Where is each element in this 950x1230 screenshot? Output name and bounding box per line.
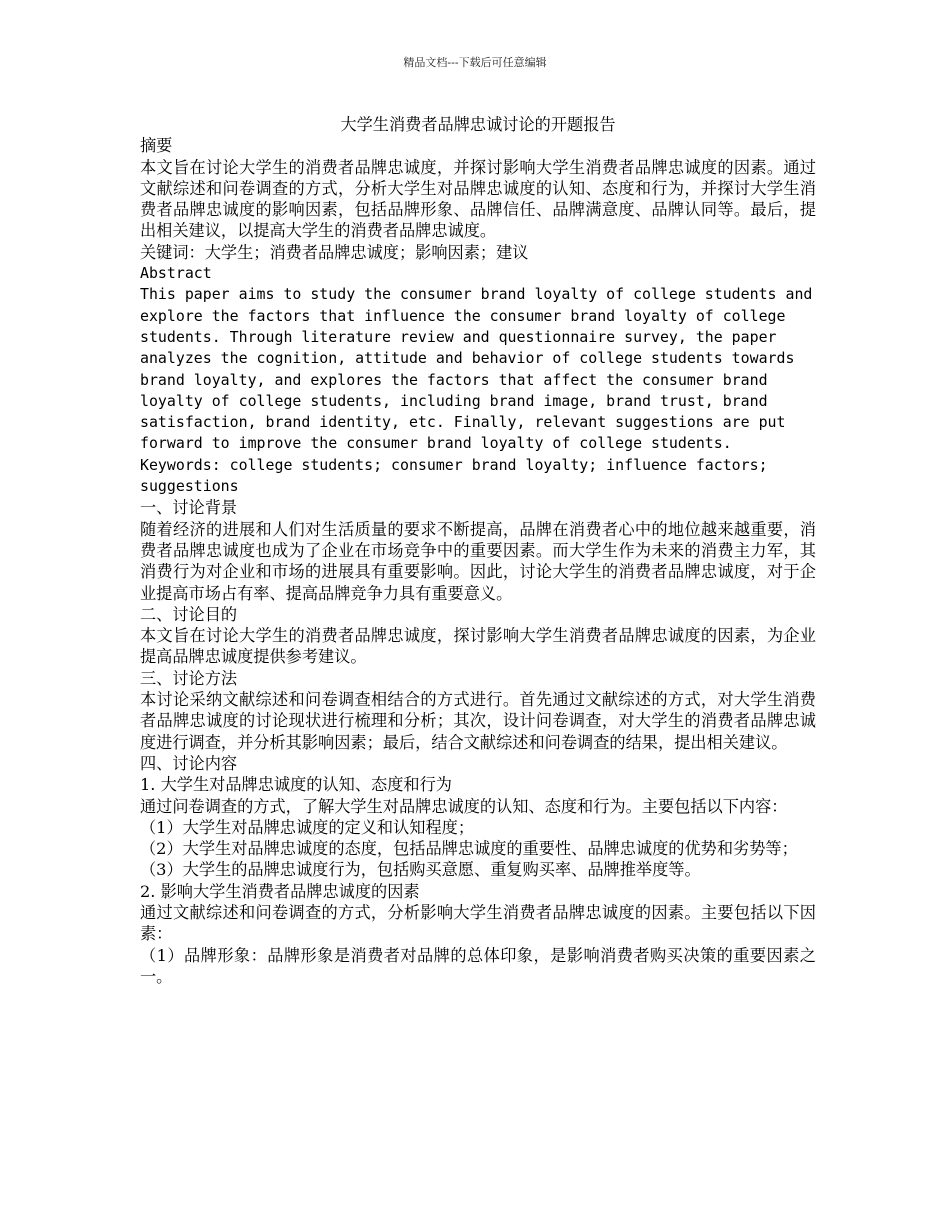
keywords-en: Keywords: college students; consumer brand loyalty; influence factors; suggestions [140, 455, 768, 496]
document-title: 大学生消费者品牌忠诚讨论的开题报告 [340, 115, 616, 134]
list-item: （1）品牌形象：品牌形象是消费者对品牌的总体印象，是影响消费者购买决策的重要因素之一。 [140, 945, 816, 986]
section-1-heading: 一、讨论背景 [140, 498, 238, 518]
subsection-1-body: 通过问卷调查的方式，了解大学生对品牌忠诚度的认知、态度和行为。主要包括以下内容： [140, 796, 788, 816]
keywords-cn: 关键词：大学生；消费者品牌忠诚度；影响因素；建议 [140, 242, 529, 262]
header-note: 精品文档---下载后可任意编辑 [403, 56, 547, 69]
section-2-heading: 二、讨论目的 [140, 604, 238, 624]
section-1-body: 随着经济的进展和人们对生活质量的要求不断提高，品牌在消费者心中的地位越来越重要，消费者品牌忠诚度也成为了企业在市场竞争中的重要因素。而大学生作为未来的消费主力军，其消费行为对企业和市场的进展具有重要影响。因此，讨论大学生的消费者品牌忠诚度，对于企业提高市场占有率、提高品牌竞争力具有重要意义。 [140, 519, 816, 603]
section-2-body: 本文旨在讨论大学生的消费者品牌忠诚度，探讨影响大学生消费者品牌忠诚度的因素，为企业提高品牌忠诚度提供参考建议。 [140, 626, 816, 667]
subsection-2-body: 通过文献综述和问卷调查的方式，分析影响大学生消费者品牌忠诚度的因素。主要包括以下因素： [140, 902, 816, 944]
section-3-body: 本讨论采纳文献综述和问卷调查相结合的方式进行。首先通过文献综述的方式，对大学生消费者品牌忠诚度的讨论现状进行梳理和分析；其次，设计问卷调查，对大学生的消费者品牌忠诚度进行调查，并分析其影响因素；最后，结合文献综述和问卷调查的结果，提出相关建议。 [140, 690, 816, 752]
section-3-heading: 三、讨论方法 [140, 668, 238, 688]
subsection-1-heading: 1. 大学生对品牌忠诚度的认知、态度和行为 [140, 775, 452, 795]
abstract-en: This paper aims to study the consumer brand loyalty of college students and explore the factors that influence the consumer brand loyalty of college students. Through literature review and questionnaire survey, the paper analyzes the cognition, attitude and behavior of college students towards brand loyalty, and explores the factors that affect the consumer brand loyalty of college students, including brand image, brand trust, brand satisfaction, brand identity, etc. Finally, relevant suggestions are put forward to improve the consumer brand loyalty of college students. [140, 285, 813, 453]
list-item: （2）大学生对品牌忠诚度的态度，包括品牌忠诚度的重要性、品牌忠诚度的优势和劣势等； [140, 839, 798, 859]
abstract-en-heading: Abstract [140, 264, 212, 283]
abstract-heading: 摘要 [140, 136, 173, 156]
list-item: （1）大学生对品牌忠诚度的定义和认知程度； [140, 817, 475, 837]
document-body [140, 114, 816, 987]
subsection-2-heading: 2. 影响大学生消费者品牌忠诚度的因素 [140, 881, 420, 901]
abstract-cn: 本文旨在讨论大学生的消费者品牌忠诚度，并探讨影响大学生消费者品牌忠诚度的因素。通过文献综述和问卷调查的方式，分析大学生对品牌忠诚度的认知、态度和行为，并探讨大学生消费者品牌忠诚度的影响因素，包括品牌形象、品牌信任、品牌满意度、品牌认同等。最后，提出相关建议，以提高大学生的消费者品牌忠诚度。 [140, 157, 816, 241]
section-4-heading: 四、讨论内容 [140, 753, 238, 773]
list-item: （3）大学生的品牌忠诚度行为，包括购买意愿、重复购买率、品牌推举度等。 [140, 860, 701, 880]
